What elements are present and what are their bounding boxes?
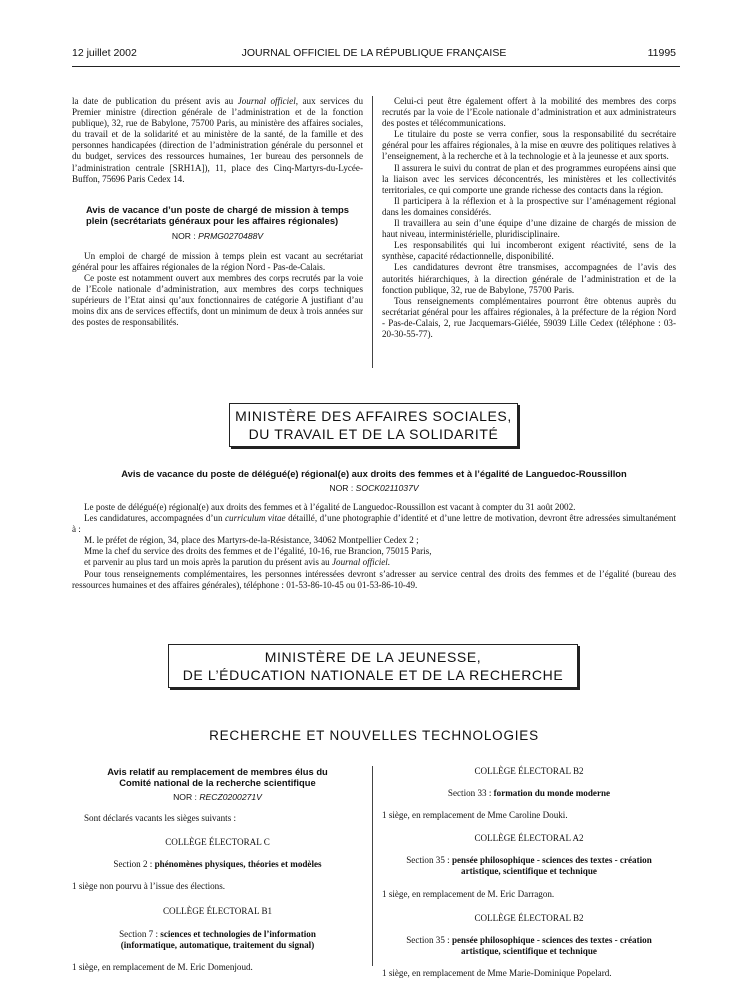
notice-title: Avis de vacance du poste de délégué(e) régional(e) aux droits des femmes et à l’égalité de Languedoc-Roussillon bbox=[121, 468, 627, 479]
paragraph: Le poste de délégué(e) régional(e) aux droits des femmes et à l’égalité de Languedoc-Roussillon est vacant à compter du 31 août 2002. bbox=[84, 502, 576, 512]
ministry-box bbox=[229, 403, 518, 447]
nor-reference: NOR : PRMG0270488V bbox=[171, 230, 264, 241]
ministry-box bbox=[168, 644, 578, 688]
ministry-line: DE L’ÉDUCATION NATIONALE ET DE LA RECHERCHE bbox=[182, 667, 564, 683]
paragraph: Il travaillera au sein d’une équipe d’une dizaine de chargés de mission de haut niveau, interministérielle, pluridisciplinaire. bbox=[382, 218, 676, 240]
paragraph: Pour tous renseignements complémentaires, les personnes intéressées devront s’adresser au service central des droits des femmes et de l’égalité (bureau des ressources humaines et des affaires générales), téléphone : 01-53-86-10-45 ou 01-53-86-10-49. bbox=[72, 568, 676, 590]
nor-reference: NOR : SOCK0211037V bbox=[329, 483, 419, 493]
paragraph: Il assurera le suivi du contrat de plan et des programmes européens ainsi que la liaison avec les services déconcentrés, les ministères et les collectivités territoriales, ce qui comporte une grande richesse des contacts dans la région. bbox=[382, 162, 676, 195]
paragraph: Le titulaire du poste se verra confier, sous la responsabilité du secrétaire général pour les affaires régionales, à la mise en œuvre des politiques relatives à l’enseignement, à la recherche et à la technologie et à la jeunesse et aux sports. bbox=[382, 129, 676, 162]
notice-body bbox=[72, 502, 676, 591]
seat-line: 1 siège, en remplacement de Mme Caroline Douki. bbox=[382, 810, 568, 821]
paragraph: Mme la chef du service des droits des femmes et de l’égalité, 10-16, rue Brancion, 75015 Paris, bbox=[84, 546, 432, 557]
paragraph: Les candidatures, accompagnées d’un curriculum vitae détaillé, d’une photographie d’identité et d’une lettre de motivation, devront être adressées simultanément à : bbox=[72, 513, 676, 535]
section-line: Section 35 : pensée philosophique - sciences des textes - création artistique, scientifique et technique bbox=[406, 934, 652, 956]
ministry-line: MINISTÈRE DE LA JEUNESSE, bbox=[264, 649, 482, 665]
section-line: Section 33 : formation du monde moderne bbox=[447, 788, 611, 799]
column-divider bbox=[372, 766, 373, 966]
seat-line: 1 siège, en remplacement de M. Eric Darragon. bbox=[382, 888, 555, 899]
college-heading: COLLÈGE ÉLECTORAL B1 bbox=[162, 906, 273, 917]
section-line: Section 35 : pensée philosophique - sciences des textes - création artistique, scientifique et technique bbox=[406, 855, 652, 877]
nor-reference: NOR : RECZ0200271V bbox=[173, 792, 262, 802]
bottom-right-column bbox=[382, 766, 676, 979]
page-number: 11995 bbox=[647, 47, 676, 59]
paragraph: Un emploi de chargé de mission à temps plein est vacant au secrétariat général pour les affaires régionales de la région Nord - Pas-de-Calais. bbox=[72, 250, 363, 272]
bottom-left-column bbox=[72, 766, 363, 973]
paragraph: Sont déclarés vacants les sièges suivants : bbox=[84, 813, 237, 824]
college-heading: COLLÈGE ÉLECTORAL A2 bbox=[474, 833, 584, 844]
paragraph: et parvenir au plus tard un mois après la parution du présent avis au Journal officiel. bbox=[84, 557, 391, 568]
paragraph: Il participera à la réflexion et à la prospective sur l’aménagement régional dans les domaines considérés. bbox=[382, 195, 676, 217]
column-divider bbox=[372, 96, 373, 368]
header-date: 12 juillet 2002 bbox=[72, 47, 137, 59]
paragraph: Les responsabilités qui lui incomberont exigent réactivité, sens de la synthèse, capacité rédactionnelle, disponibilité. bbox=[382, 240, 676, 262]
header-rule bbox=[72, 66, 680, 67]
section-line: Section 7 : sciences et technologies de l’information (informatique, automatique, traitement du signal) bbox=[119, 928, 316, 950]
top-right-column bbox=[382, 96, 676, 340]
college-heading: COLLÈGE ÉLECTORAL C bbox=[165, 837, 270, 848]
seat-line: 1 siège, en remplacement de Mme Marie-Dominique Popelard. bbox=[382, 967, 612, 978]
ministry-line: MINISTÈRE DES AFFAIRES SOCIALES, bbox=[235, 408, 512, 424]
journal-title: JOURNAL OFFICIEL DE LA RÉPUBLIQUE FRANÇAISE bbox=[241, 47, 507, 59]
section-heading: RECHERCHE ET NOUVELLES TECHNOLOGIES bbox=[209, 728, 539, 743]
paragraph: Tous renseignements complémentaires pourront être obtenus auprès du secrétariat général pour les affaires régionales, à la préfecture de la région Nord - Pas-de-Calais, 2, rue Jacquemars-Giélée, 59039 Lille Cedex (téléphone : 03-20-30-55-77). bbox=[382, 295, 676, 339]
seat-line: 1 siège, en remplacement de M. Eric Domenjoud. bbox=[72, 961, 253, 972]
college-heading: COLLÈGE ÉLECTORAL B2 bbox=[474, 912, 584, 923]
paragraph: M. le préfet de région, 34, place des Martyrs-de-la-Résistance, 34062 Montpellier Cedex 2 ; bbox=[84, 535, 419, 546]
notice-title: Avis de vacance d’un poste de chargé de mission à temps plein (secrétariats généraux pour les affaires régionales) bbox=[86, 203, 349, 226]
notice-title: Avis relatif au remplacement de membres élus du Comité national de la recherche scientifique bbox=[107, 766, 328, 788]
paragraph: Celui-ci peut être également offert à la mobilité des membres des corps recrutés par la voie de l’Ecole nationale d’administration et aux administrateurs des postes et télécommunications. bbox=[382, 96, 676, 129]
ministry-line: DU TRAVAIL ET DE LA SOLIDARITÉ bbox=[248, 426, 499, 442]
section-line: Section 2 : phénomènes physiques, théories et modèles bbox=[113, 859, 322, 870]
paragraph: Les candidatures devront être transmises, accompagnées de l’avis des autorités hiérarchiques, à la direction générale de l’administration et de la fonction publique, 32, rue de Babylone, 75700 Paris. bbox=[382, 262, 676, 295]
seat-line: 1 siège non pourvu à l’issue des élections. bbox=[72, 881, 226, 892]
paragraph: la date de publication du présent avis au Journal officiel, aux services du Premier ministre (direction générale de l’administration et de la fonction publique), 32, rue de Babylone, 75700 Paris, au ministère des affaires sociales, du travail et de la solidarité et au ministère de la santé, de la famille et des personnes handicapées (direction de l’administration générale du personnel et du budget, services des ressources humaines, 1er bureau des personnels de l’administration centrale [SRH1A]), 11, place des Cinq-Martyrs-du-Lycée-Buffon, 75696 Paris Cedex 14. bbox=[72, 96, 363, 184]
paragraph: Ce poste est notamment ouvert aux membres des corps recrutés par la voie de l’Ecole nationale d’administration, aux membres des corps techniques supérieurs de l’Etat ainsi qu’aux fonctionnaires de catégorie A justifiant d’au moins dix ans de services effectifs, dont un minimum de deux à trois années sur des postes de responsabilités. bbox=[72, 273, 363, 328]
top-left-column bbox=[72, 96, 363, 329]
college-heading: COLLÈGE ÉLECTORAL B2 bbox=[474, 766, 584, 776]
